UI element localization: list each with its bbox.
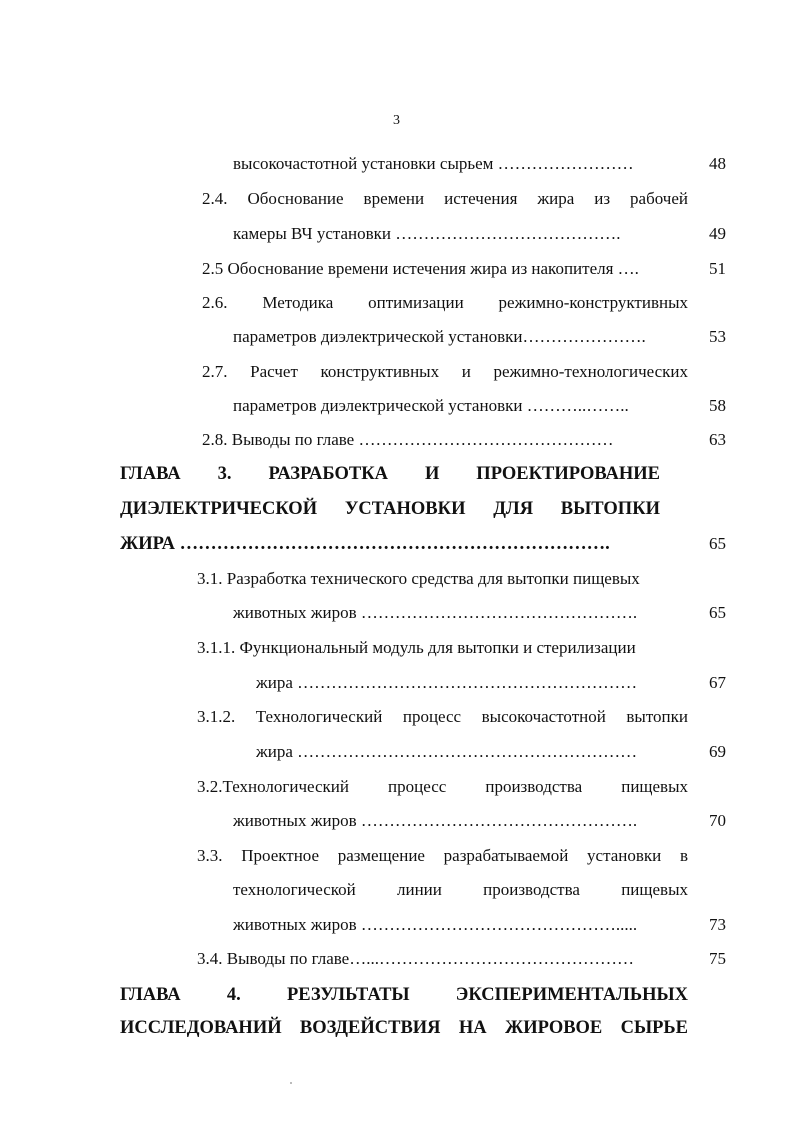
toc-entry-text: параметров диэлектрической установки ………..…….. <box>233 396 629 415</box>
toc-entry-text: 2.4. Обоснование времени истечения жира из рабочей <box>202 189 688 208</box>
toc-entry-text: 3.1. Разработка технического средства для вытопки пищевых <box>197 569 640 588</box>
toc-entry-page: 70 <box>709 811 726 830</box>
scan-speck <box>290 1082 292 1084</box>
toc-entry-page: 58 <box>709 396 726 415</box>
chapter-heading: ГЛАВА 4. РЕЗУЛЬТАТЫ ЭКСПЕРИМЕНТАЛЬНЫХ <box>120 985 688 1005</box>
toc-entry-text: 2.6. Методика оптимизации режимно-конструктивных <box>202 293 688 312</box>
toc-entry-text: животных жиров ………………………………………..... <box>233 915 638 934</box>
toc-entry-text: параметров диэлектрической установки…………………. <box>233 327 646 346</box>
toc-entry-text: 3.1.1. Функциональный модуль для вытопки и стерилизации <box>197 638 636 657</box>
toc-entry-page: 69 <box>709 742 726 761</box>
chapter-heading: ГЛАВА 3. РАЗРАБОТКА И ПРОЕКТИРОВАНИЕ <box>120 464 660 484</box>
toc-entry-page: 67 <box>709 673 726 692</box>
toc-entry-page: 49 <box>709 224 726 243</box>
toc-entry-text: 3.2.Технологический процесс производства пищевых <box>197 777 688 796</box>
toc-entry-text: жира …………………………………………………… <box>256 742 638 761</box>
toc-entry-page: 48 <box>709 154 726 173</box>
toc-entry-text: 2.5 Обоснование времени истечения жира из накопителя …. <box>202 259 639 278</box>
toc-entry-page: 51 <box>709 259 726 278</box>
toc-entry-text: камеры ВЧ установки …………………………………. <box>233 224 621 243</box>
page-number: 3 <box>393 113 400 128</box>
toc-entry-text: 3.3. Проектное размещение разрабатываемой установки в <box>197 846 688 865</box>
chapter-heading: ДИЭЛЕКТРИЧЕСКОЙ УСТАНОВКИ ДЛЯ ВЫТОПКИ <box>120 499 660 519</box>
chapter-heading: ИССЛЕДОВАНИЙ ВОЗДЕЙСТВИЯ НА ЖИРОВОЕ СЫРЬЕ <box>120 1018 688 1038</box>
toc-entry-text: 2.7. Расчет конструктивных и режимно-технологических <box>202 362 688 381</box>
toc-entry-page: 73 <box>709 915 726 934</box>
toc-entry-text: 3.1.2. Технологический процесс высокочастотной вытопки <box>197 707 688 726</box>
toc-entry-text: жира …………………………………………………… <box>256 673 638 692</box>
toc-entry-text: высокочастотной установки сырьем …………………… <box>233 154 634 173</box>
toc-entry-text: 3.4. Выводы по главе…...……………………………………… <box>197 949 634 968</box>
toc-entry-page: 75 <box>709 949 726 968</box>
toc-entry-text: технологической линии производства пищевых <box>233 880 688 899</box>
toc-entry-page: 63 <box>709 430 726 449</box>
toc-entry-text: животных жиров …………………………………………. <box>233 603 638 622</box>
toc-entry-text: 2.8. Выводы по главе ……………………………………… <box>202 430 614 449</box>
chapter-heading: ЖИРА ……………………………………………………………. <box>120 534 610 554</box>
toc-entry-page: 65 <box>709 603 726 622</box>
toc-entry-text: животных жиров …………………………………………. <box>233 811 638 830</box>
toc-entry-page: 53 <box>709 327 726 346</box>
toc-entry-page: 65 <box>709 534 726 553</box>
